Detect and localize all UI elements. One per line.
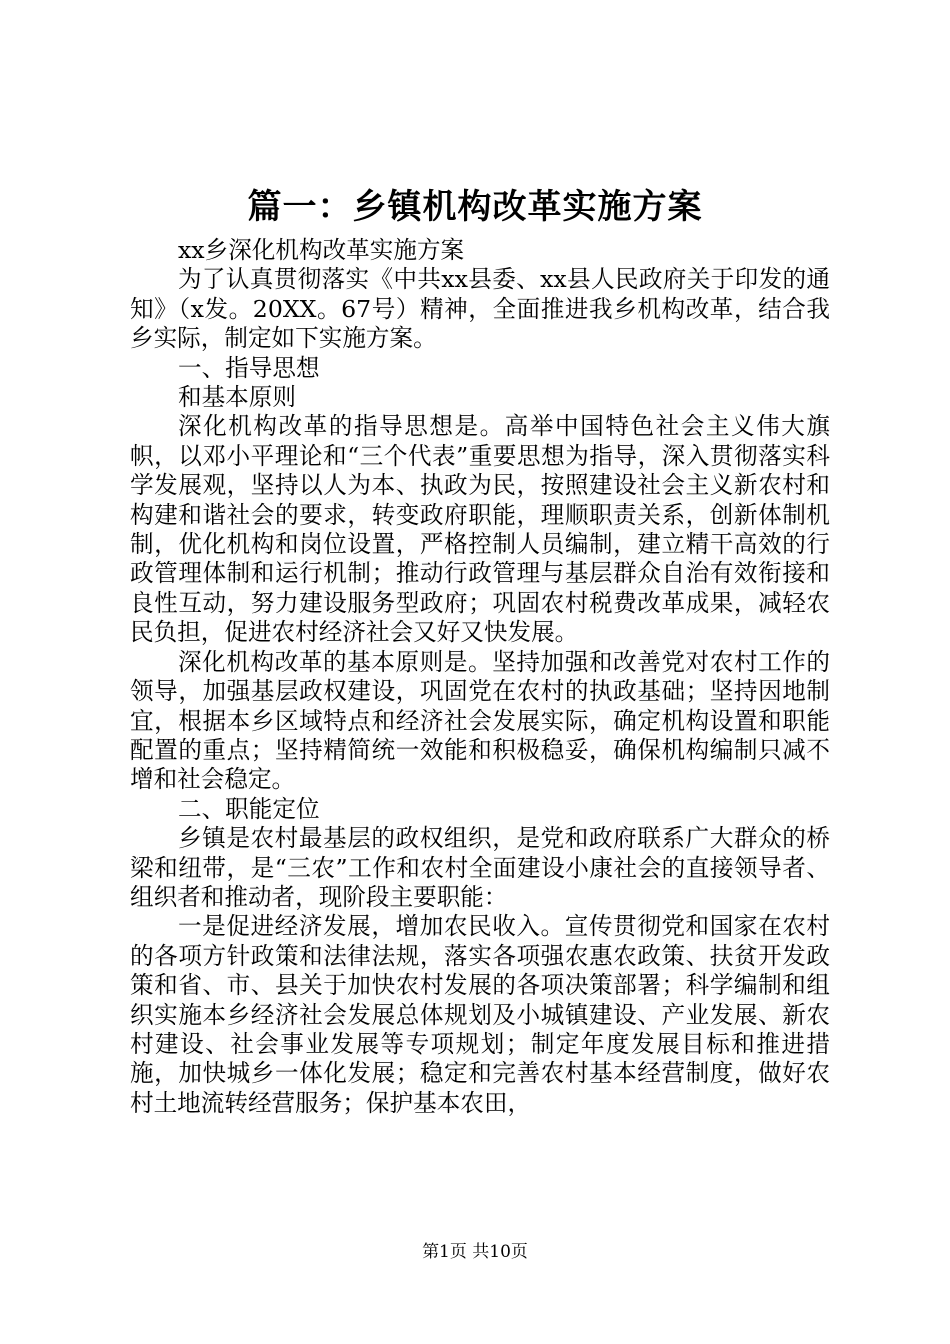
section-heading-1: 一、指导思想 — [178, 353, 320, 382]
page-footer: 第1页 共10页 — [422, 1242, 528, 1262]
economic-development-paragraph: 一是促进经济发展，增加农民收入。宣传贯彻党和国家在农村的各项方针政策和法律法规，落实各项强农惠农政策、扶贫开发政策和省、市、县关于加快农村发展的各项决策部署；科学编制和组织实施本乡经济社会发展总体规划及小城镇建设、产业发展、新农村建设、社会事业发展等专项规划；制定年度发展目标和推进措施，加快城乡一体化发展；稳定和完善农村基本经营制度，做好农村土地流转经营服务；保护基本农田， — [130, 912, 830, 1117]
section-heading-1-cont: 和基本原则 — [178, 383, 296, 412]
function-position-paragraph: 乡镇是农村最基层的政权组织，是党和政府联系广大群众的桥梁和纽带，是“三农”工作和农村全面建设小康社会的直接领导者、组织者和推动者，现阶段主要职能： — [130, 824, 830, 911]
subtitle-paragraph: xx乡深化机构改革实施方案 — [178, 236, 465, 264]
guiding-thought-paragraph: 深化机构改革的指导思想是。高举中国特色社会主义伟大旗帜，以邓小平理论和“三个代表”重要思想为指导，深入贯彻落实科学发展观，坚持以人为本、执政为民，按照建设社会主义新农村和构建和谐社会的要求，转变政府职能，理顺职责关系，创新体制机制，优化机构和岗位设置，严格控制人员编制，建立精干高效的行政管理体制和运行机制；推动行政管理与基层群众自治有效衔接和良性互动，努力建设服务型政府；巩固农村税费改革成果，减轻农民负担，促进农村经济社会又好又快发展。 — [130, 412, 830, 647]
document-title: 篇一：乡镇机构改革实施方案 — [247, 187, 703, 227]
section-heading-2: 二、职能定位 — [178, 794, 320, 823]
intro-paragraph: 为了认真贯彻落实《中共xx县委、xx县人民政府关于印发的通知》（x发。20XX。67号）精神，全面推进我乡机构改革，结合我乡实际，制定如下实施方案。 — [130, 265, 830, 353]
document-body — [130, 236, 830, 1118]
basic-principles-paragraph: 深化机构改革的基本原则是。坚持加强和改善党对农村工作的领导，加强基层政权建设，巩固党在农村的执政基础；坚持因地制宜，根据本乡区域特点和经济社会发展实际，确定机构设置和职能配置的重点；坚持精简统一效能和积极稳妥，确保机构编制只减不增和社会稳定。 — [130, 647, 830, 794]
